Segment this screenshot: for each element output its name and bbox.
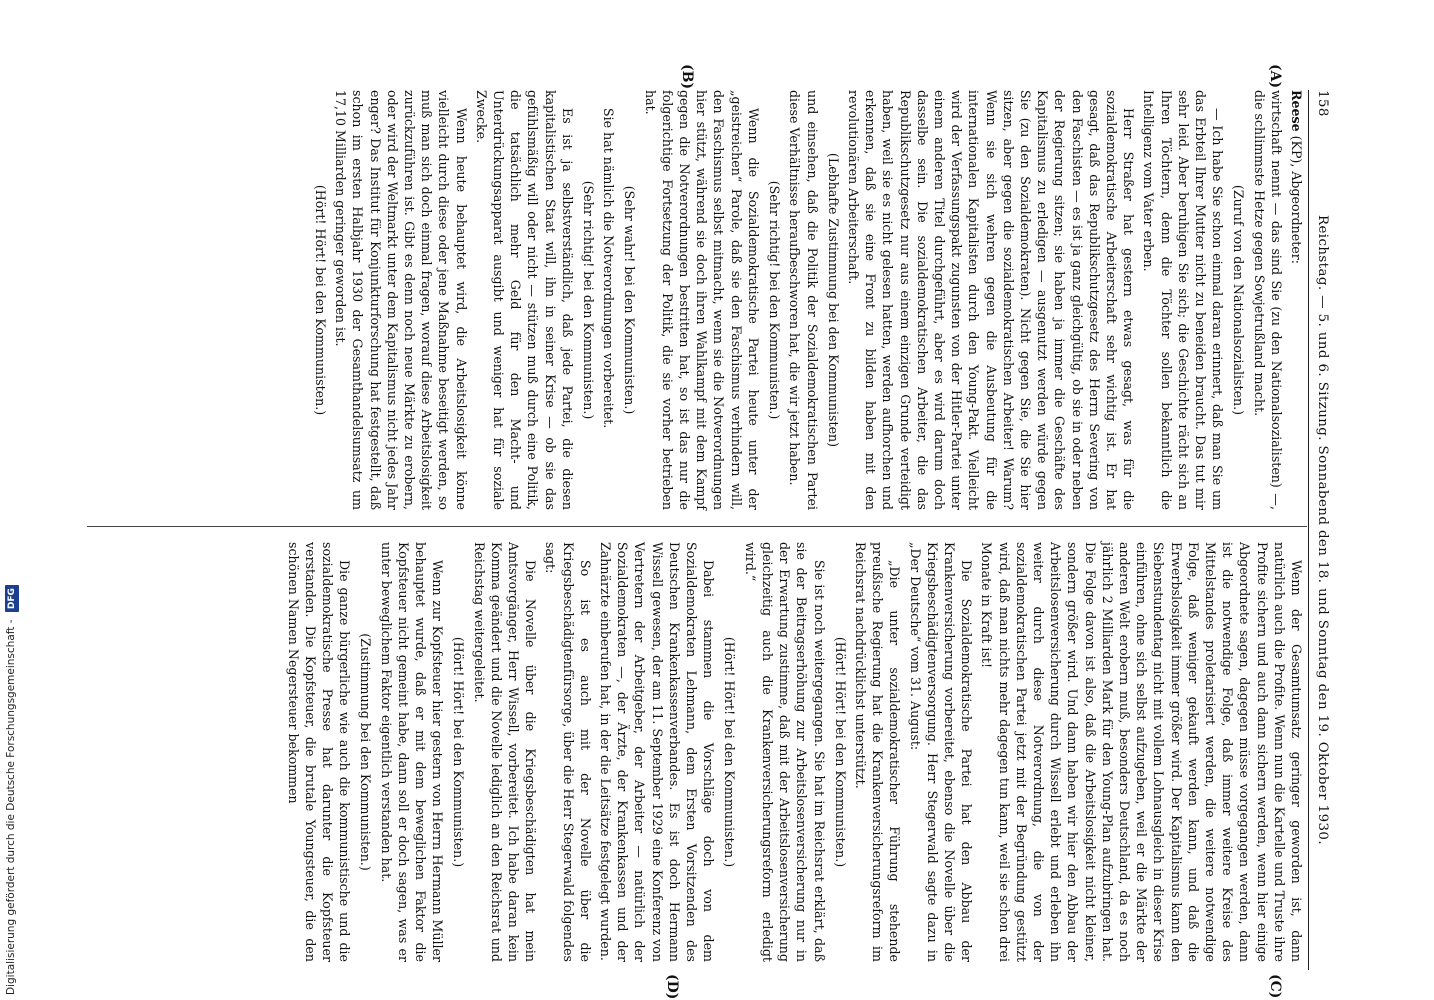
document-page — [85, 64, 1335, 1000]
interjection: (Hört! Hört! bei den Kommunisten.) — [722, 636, 738, 868]
interjection: (Lebhafte Zustimmung bei den Kommunisten) — [825, 152, 841, 448]
column-divider — [87, 526, 1307, 527]
page-header — [1308, 90, 1335, 970]
footer-credit — [2, 588, 20, 995]
interjection: (Hört! Hört! bei den Kommunisten.) — [451, 636, 467, 868]
paragraph: Die ganze bürgerliche wie auch die kommunistische und die sozialdemokratische Presse hat darunter die Kopfsteuer verstanden. Die Kopfsteuer, die brutale Youngsteuer, die den schönen Namen Negersteuer bekommen — [285, 542, 353, 962]
paragraph: Sie hat nämlich die Notverordnungen vorbereitet. — [601, 108, 617, 429]
paragraph: Wenn zur Kopfsteuer hier gestern von Herrn Hermann Müller behauptet wurde, daß er mit dem beweglichen Faktor die Kopfsteuer nicht gemeint habe, dann soll er doch sagen, was er unter beweglichem Faktor eigentlich verstanden hat. — [378, 542, 446, 962]
page-title: Reichstag. — 5. und 6. Sitzung. Sonnabend den 18. und Sonntag den 19. Oktober 1930. — [1315, 215, 1330, 845]
paragraph: und einsehen, daß die Politik der Sozialdemokratischen Partei diese Verhältnisse heraufbeschworen hat, die wir jetzt haben. — [787, 90, 820, 510]
paragraph: Wenn die Sozialdemokratische Partei heute unter der „geistreichen“ Parole, daß sie den Faschismus verhindern will, den Faschismus selbst mitmacht, wenn sie die Notverordnungen hier stützt, während sie doch ihren Wahlkampf mit dem Kampf gegen die Notverordnungen bestritten hat, so ist das nur die folgerichtige Fortsetzung der Politik, die sie vorher betrieben hat. — [642, 90, 761, 510]
interjection: (Sehr richtig! bei den Kommunisten.) — [581, 180, 597, 420]
quote: Die Novelle über die Kriegsbeschädigten hat mein Amtsvorgänger, Herr Wissell, vorbereitet. Ich habe daran kein Komma geändert und die Novelle lediglich an den Reichsrat und Reichstag weitergeleitet. — [471, 542, 539, 962]
margin-marker-a: (A) — [1267, 64, 1283, 89]
paragraph: Wenn der Gesamtumsatz geringer geworden ist, dann natürlich auch die Profite. Wenn nun die Kartelle und Truste ihre Profite sichern und auch dann sichern werden, wenn hier einige Abgeordnete sagen, dagegen müsse vorgegangen werden, dann ist die notwendige Folge, daß immer weitere Kreise des Mittelstandes proletarisiert werden, die weitere notwendige Folge, daß weniger gekauft werden kann, und daß die Erwerbslosigkeit immer größer wird. Der Kapitalismus kann den Siebenstundentag nicht mit vollem Lohnausgleich in dieser Krise einführen, ohne sich selbst aufzugeben, weil er die Märkte der anderen Welt erobern muß, besonders Deutschland, da es noch jährlich 2 Milliarden Mark für den Young-Plan aufzubringen hat. Die Folge davon ist also, daß die Arbeitslosigkeit nicht kleiner, sondern größer wird. Und dann haben wir hier den Abbau der Arbeitslosenversicherung durch Wissell erlebt und erleben ihn weiter durch diese Notverordnung, die von der sozialdemokratischen Partei jetzt mit der Begründung gestützt wird, daß man nichts mehr dagegen tun kann, weil sie schon drei Monate in Kraft ist! — [979, 542, 1304, 962]
interjection: (Hört! Hört! bei den Kommunisten.) — [832, 636, 848, 868]
quote: „Die unter sozialdemokratischer Führung stehende preußische Regierung hat die Krankenversicherungsreform im Reichsrat nachdrücklichst unterstützt. — [852, 542, 903, 962]
interjection: (Sehr richtig! bei den Kommunisten.) — [767, 180, 783, 420]
paragraph: Wenn heute behauptet wird, die Arbeitslosigkeit könne vielleicht durch diese oder jene Maßnahme beseitigt werden, so muß man sich doch einmal fragen, worauf diese Arbeitslosigkeit zurückzuführen ist. Gibt es denn noch neue Märkte zu erobern, oder wird der Weltmarkt unter dem Kapitalismus nicht jedes Jahr enger? Das Institut für Konjunkturforschung hat festgestellt, daß schon im ersten Halbjahr 1930 der Gesamthandelsumsatz um 17,10 Milliarden geringer geworden ist. — [333, 90, 469, 510]
speaker-line — [1288, 90, 1305, 510]
right-column — [281, 542, 1305, 962]
paragraph: wirtschaft nennt — das sind Sie (zu den Nationalsozialisten) —, die schlimmste Hetze gegen Sowjetrußland macht. — [1251, 90, 1284, 510]
speaker-note: (KP), Abgeordneter: — [1289, 135, 1304, 265]
paragraph: Die Sozialdemokratische Partei hat den Abbau der Krankenversicherung vorbereitet, ebenso die Novelle über die Kriegsbeschädigtenversorgung. Herr Stegerwald sagte dazu in „Der Deutsche“ vom 31. August: — [907, 542, 975, 962]
interjection: (Zuruf von den Nationalsozialisten.) — [1231, 184, 1247, 416]
margin-marker-d: (D) — [664, 974, 680, 1000]
paragraph: Herr Straßer hat gestern etwas gesagt, was für die sozialdemokratische Arbeiterschaft sehr wichtig ist. Er hat gesagt, daß das Republikschutzgesetz des Herrn Severing von den Faschisten — es ist ja ganz gleichgültig, ob sie in oder neben der Regierung sitzen; sie haben ja immer die Geschäfte des Kapitalismus zu erledigen — ausgenutzt werden würde gegen Sie (zu den Sozialdemokraten). Nicht gegen Sie, die Sie hier sitzen, aber gegen die sozialdemokratischen Arbeiter! Warum? Wenn sie sich wehren gegen die Ausbeutung für die internationalen Kapitalisten durch den Young-Pakt. Vielleicht wird der Verfassungspakt zugunsten von der Hitler-Partei unter einem anderen Titel durchgeführt, aber es wird darum doch dasselbe sein. Die sozialdemokratischen Arbeiter, die das Republikschutzgesetz nur aus einem einzigen Grunde verteidigt haben, weil sie es nicht gelesen hatten, werden aufhorchen und erkennen, daß sie eine Front zu bilden haben mit den revolutionären Arbeiterschaft. — [845, 90, 1137, 510]
dfg-logo: DFG — [5, 585, 19, 612]
interjection: (Zustimmung bei den Kommunisten.) — [358, 633, 374, 871]
paragraph: — Ich habe Sie schon einmal daran erinnert, daß man Sie um das Erbteil Ihrer Mutter nicht zu beneiden braucht. Das tut mir sehr leid. Aber beruhigen Sie sich; die Geschichte rächt sich an Ihren Töchtern, denn die Töchter sollen bekanntlich die Intelligenz vom Vater erben. — [1141, 90, 1226, 510]
quote: Sie ist noch weitergegangen. Sie hat im Reichsrat erklärt, daß sie der Beitragserhöhung zur Arbeitslosenversicherung nur in der Erwartung zustimme, daß mit der Arbeitslosenversicherung gleichzeitig auch die Krankenversicherungsreform erledigt wird.“ — [742, 542, 827, 962]
footer-text: Digitalisierung gefördert durch die Deutsche Forschungsgemeinschaft - — [5, 619, 17, 995]
paragraph: Es ist ja selbstverständlich, daß jede Partei, die diesen kapitalistischen Staat will, ihn in seiner Krise — ob sie das gefühlsmäßig will oder nicht — stützen muß durch eine Politik, die tatsächlich mehr Geld für den Macht- und Unterdrückungsapparat ausgibt und weniger hat für soziale Zwecke. — [473, 90, 575, 510]
left-column — [308, 90, 1305, 510]
page-number: 158 — [1315, 90, 1330, 117]
margin-marker-b: (B) — [679, 64, 695, 90]
paragraph: So ist es auch mit der Novelle über die Kriegsbeschädigtenfürsorge, über die Herr Stegerwald folgendes sagt: — [543, 542, 593, 962]
margin-marker-c: (C) — [1267, 974, 1283, 999]
interjection: (Sehr wahr! bei den Kommunisten.) — [622, 185, 638, 415]
interjection: (Hört! Hört! bei den Kommunisten.) — [313, 184, 329, 416]
speaker-name: Reese — [1289, 90, 1304, 132]
paragraph: Dabei stammen die Vorschläge doch von dem Sozialdemokraten Lehmann, dem Ersten Vorsitzenden des Deutschen Krankenkassenverbandes. Es ist doch Hermann Wissell gewesen, der am 11. September 1929 eine Konferenz von Vertretern der Arbeitgeber, der Arbeiter — natürlich der Sozialdemokraten —, der Ärzte, der Krankenkassen und der Zahnärzte einberufen hat, in der die Leitsätze festgelegt wurden. — [598, 542, 717, 962]
